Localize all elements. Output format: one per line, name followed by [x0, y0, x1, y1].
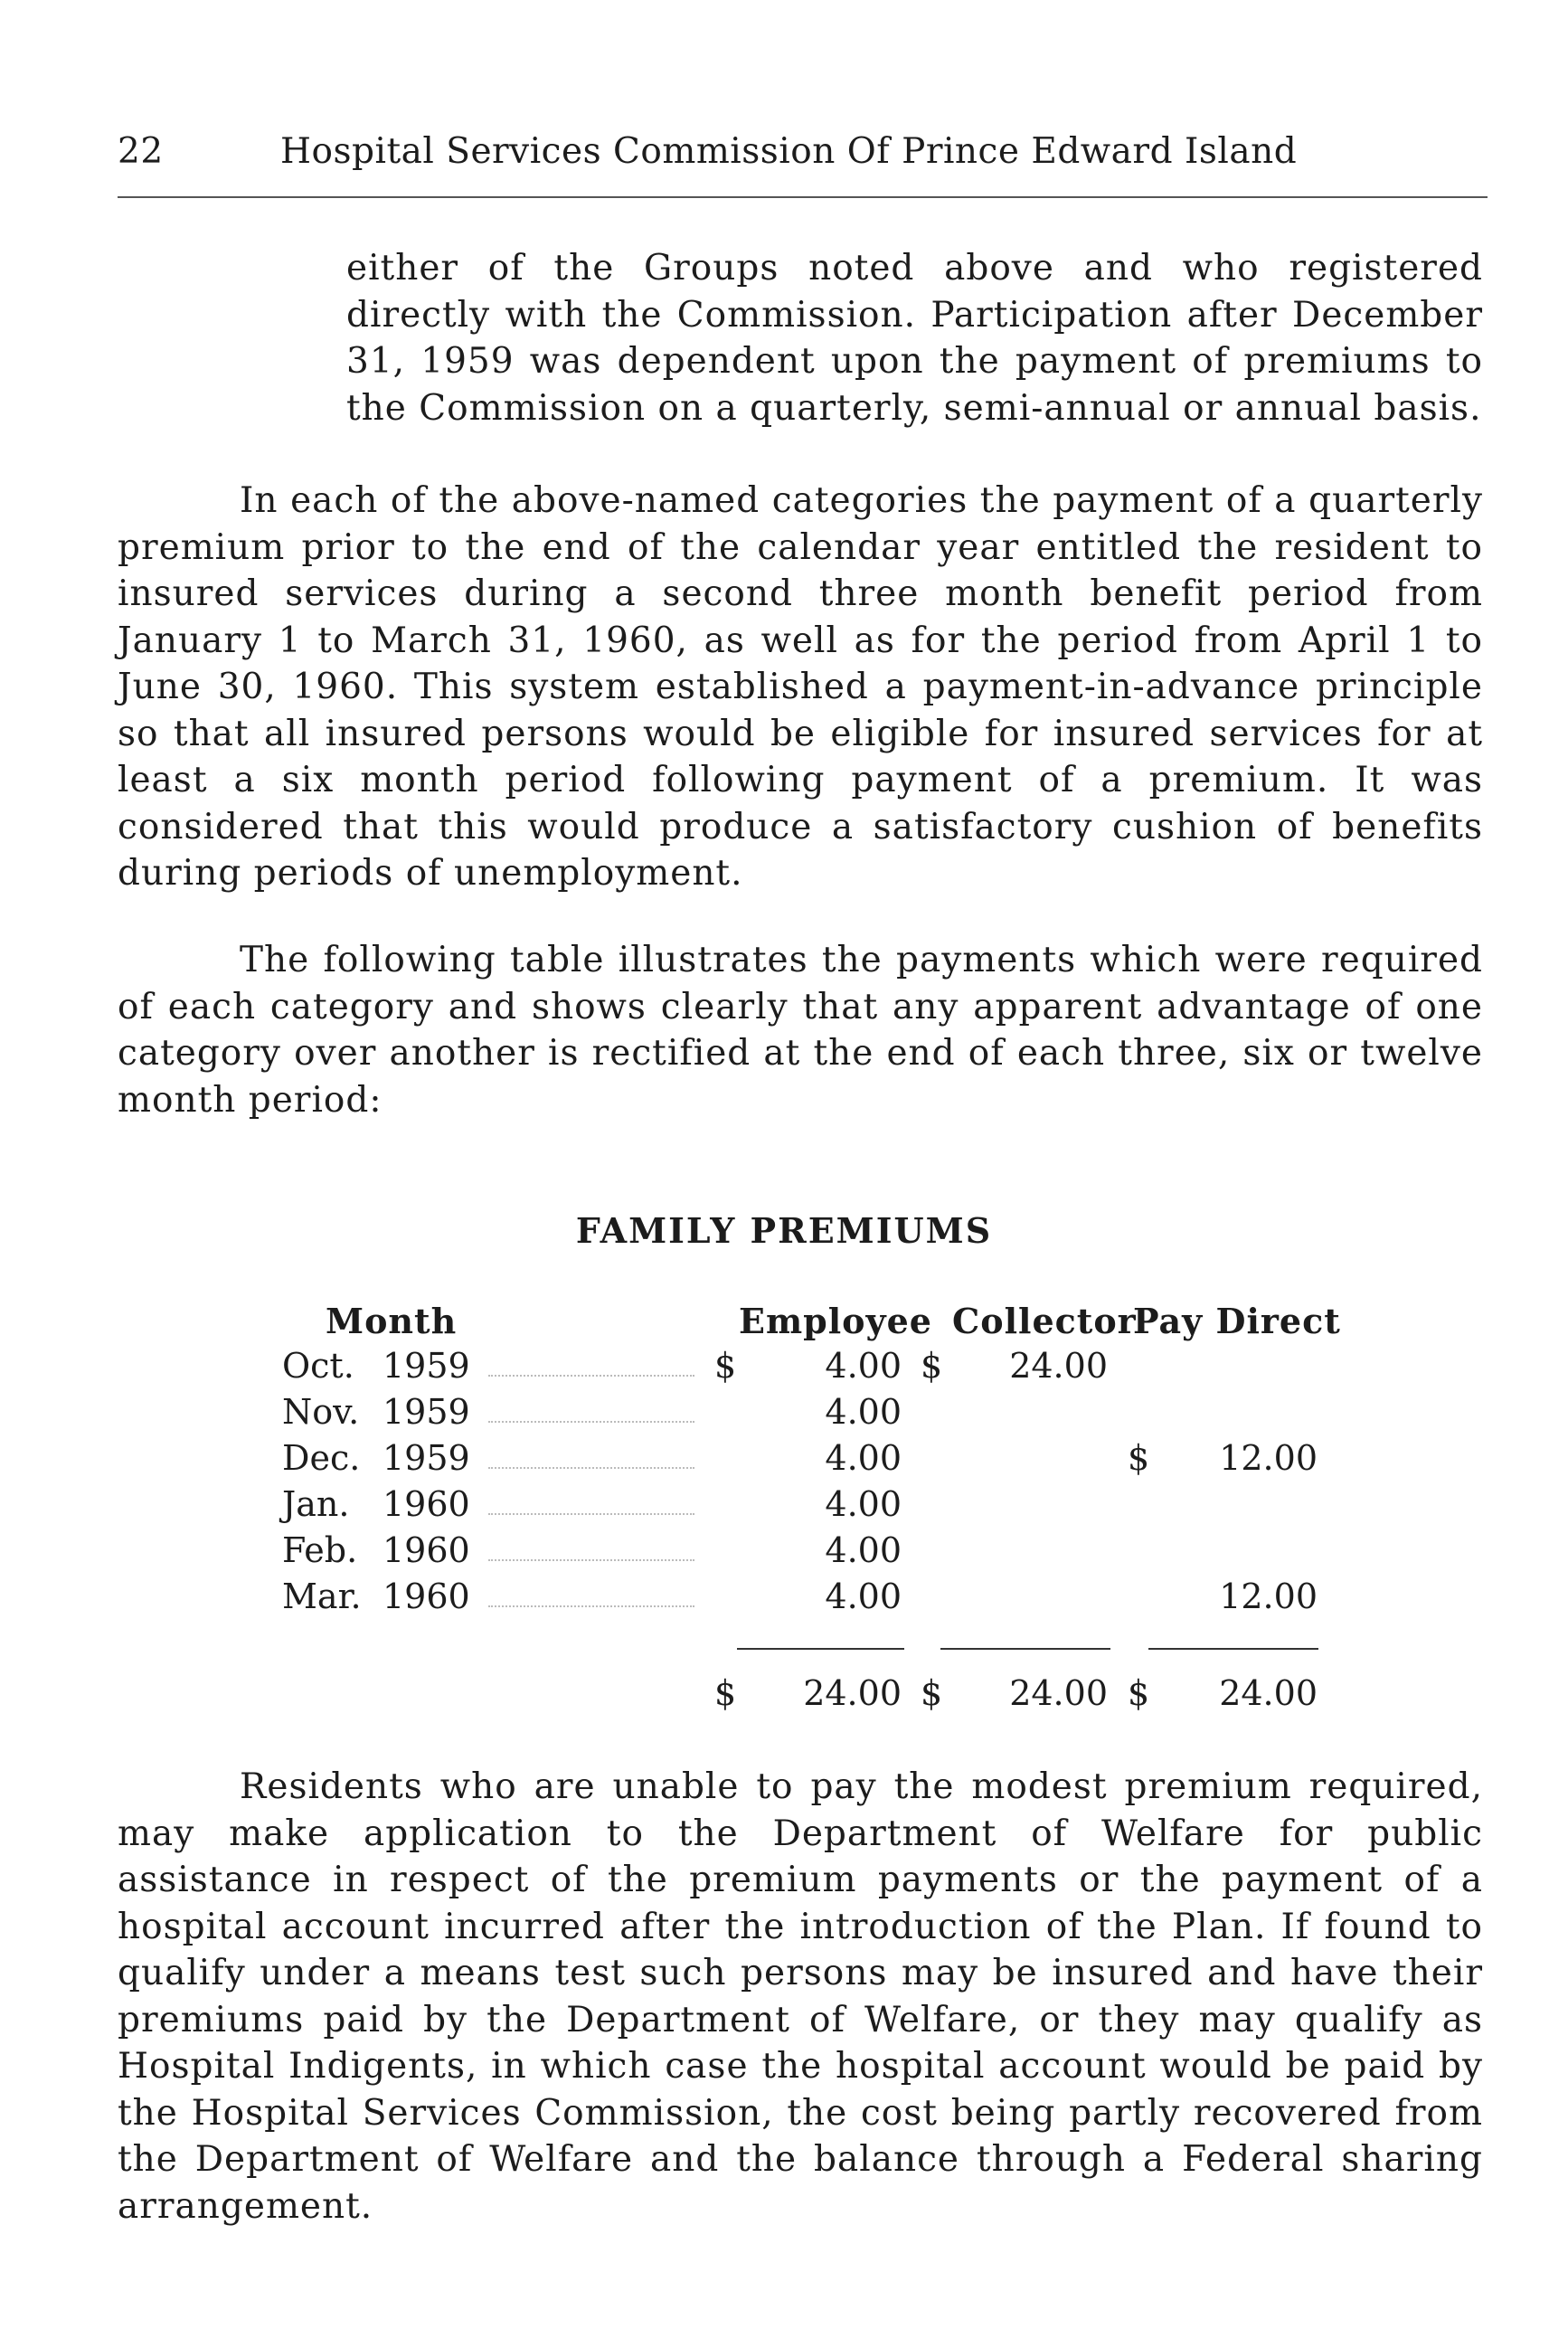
- row-year: 1959: [383, 1392, 470, 1432]
- row-month: Oct.: [282, 1346, 354, 1386]
- paragraph-payment-principle: In each of the above-named categories the payment of a quarterly premium prior to the end of the calendar year entitled the resident to insured services during a second three month benefit period from January 1 to March 31, 1960, as well as for the period from April 1 to June 30, 1960. This system established a payment-in-advance principle so that all insured persons would be eligible for insured services for at least a six month period following payment of a premium. It was considered that this would produce a satisfactory cushion of benefits during periods of unemployment.: [118, 480, 1483, 894]
- currency-sign: $: [714, 1346, 737, 1386]
- row-month: Jan.: [282, 1484, 350, 1524]
- dot-leader: [488, 1467, 694, 1469]
- dot-leader: [488, 1605, 694, 1607]
- table-title: FAMILY PREMIUMS: [575, 1210, 993, 1251]
- table-row: [0, 1530, 1568, 1576]
- header-month: Month: [326, 1301, 458, 1341]
- sum-rule-employee: [737, 1648, 904, 1650]
- currency-sign: $: [1128, 1438, 1150, 1478]
- header-collector: Collector: [952, 1301, 1137, 1341]
- row-year: 1960: [383, 1484, 470, 1524]
- currency-sign: $: [921, 1673, 943, 1713]
- pay-direct-total: 24.00: [1219, 1673, 1318, 1713]
- row-year: 1959: [383, 1346, 470, 1386]
- sum-rule-pay-direct: [1148, 1648, 1318, 1650]
- header-employee: Employee: [739, 1301, 932, 1341]
- dot-leader: [488, 1513, 694, 1515]
- table-row: [0, 1392, 1568, 1438]
- paragraph-welfare: Residents who are unable to pay the modest premium required, may make application to the Department of Welfare for public assistance in respect of the premium payments or the payment of a hospital account incurred after the introduction of the Plan. If found to qualify under a means test such persons may be insured and have their premiums paid by the Department of Welfare, or they may qualify as Hospital Indigents, in which case the hospital account would be paid by the Hospital Services Commission, the cost being partly recovered from the Department of Welfare and the balance through a Federal sharing arrangement.: [118, 1766, 1483, 2227]
- sum-rule-collector: [940, 1648, 1110, 1650]
- header-pay-direct: Pay Direct: [1133, 1301, 1341, 1341]
- continued-paragraph: either of the Groups noted above and who registered directly with the Commission. Participation after December 31, 1959 was dependent upon the payment of premiums to the Commission on a quarterly, semi-annual or annual basis.: [346, 248, 1483, 429]
- row-month: Dec.: [282, 1438, 361, 1478]
- collector-value: 24.00: [1009, 1346, 1108, 1386]
- totals-row: [0, 1673, 1568, 1719]
- table-row: [0, 1438, 1568, 1484]
- table-row: [0, 1576, 1568, 1623]
- row-month: Feb.: [282, 1530, 358, 1570]
- row-month: Mar.: [282, 1576, 362, 1616]
- employee-value: 4.00: [825, 1484, 902, 1524]
- collector-total: 24.00: [1009, 1673, 1108, 1713]
- currency-sign: $: [714, 1673, 737, 1713]
- table-row: [0, 1484, 1568, 1530]
- currency-sign: $: [921, 1346, 943, 1386]
- row-year: 1960: [383, 1576, 470, 1616]
- pay-direct-value: 12.00: [1219, 1576, 1318, 1616]
- paragraph-table-intro: The following table illustrates the payments which were required of each category and shows clearly that any apparent advantage of one category over another is rectified at the end of each three, six or twelve month period:: [118, 940, 1483, 1121]
- pay-direct-value: 12.00: [1219, 1438, 1318, 1478]
- employee-total: 24.00: [803, 1673, 902, 1713]
- running-title: Hospital Services Commission Of Prince Edward Island: [280, 131, 1298, 172]
- dot-leader: [488, 1421, 694, 1423]
- table-row: [0, 1346, 1568, 1392]
- employee-value: 4.00: [825, 1530, 902, 1570]
- employee-value: 4.00: [825, 1346, 902, 1386]
- dot-leader: [488, 1559, 694, 1561]
- employee-value: 4.00: [825, 1438, 902, 1478]
- row-year: 1960: [383, 1530, 470, 1570]
- row-year: 1959: [383, 1438, 470, 1478]
- employee-value: 4.00: [825, 1576, 902, 1616]
- dot-leader: [488, 1375, 694, 1377]
- page-number: 22: [118, 131, 164, 172]
- row-month: Nov.: [282, 1392, 360, 1432]
- employee-value: 4.00: [825, 1392, 902, 1432]
- currency-sign: $: [1128, 1673, 1150, 1713]
